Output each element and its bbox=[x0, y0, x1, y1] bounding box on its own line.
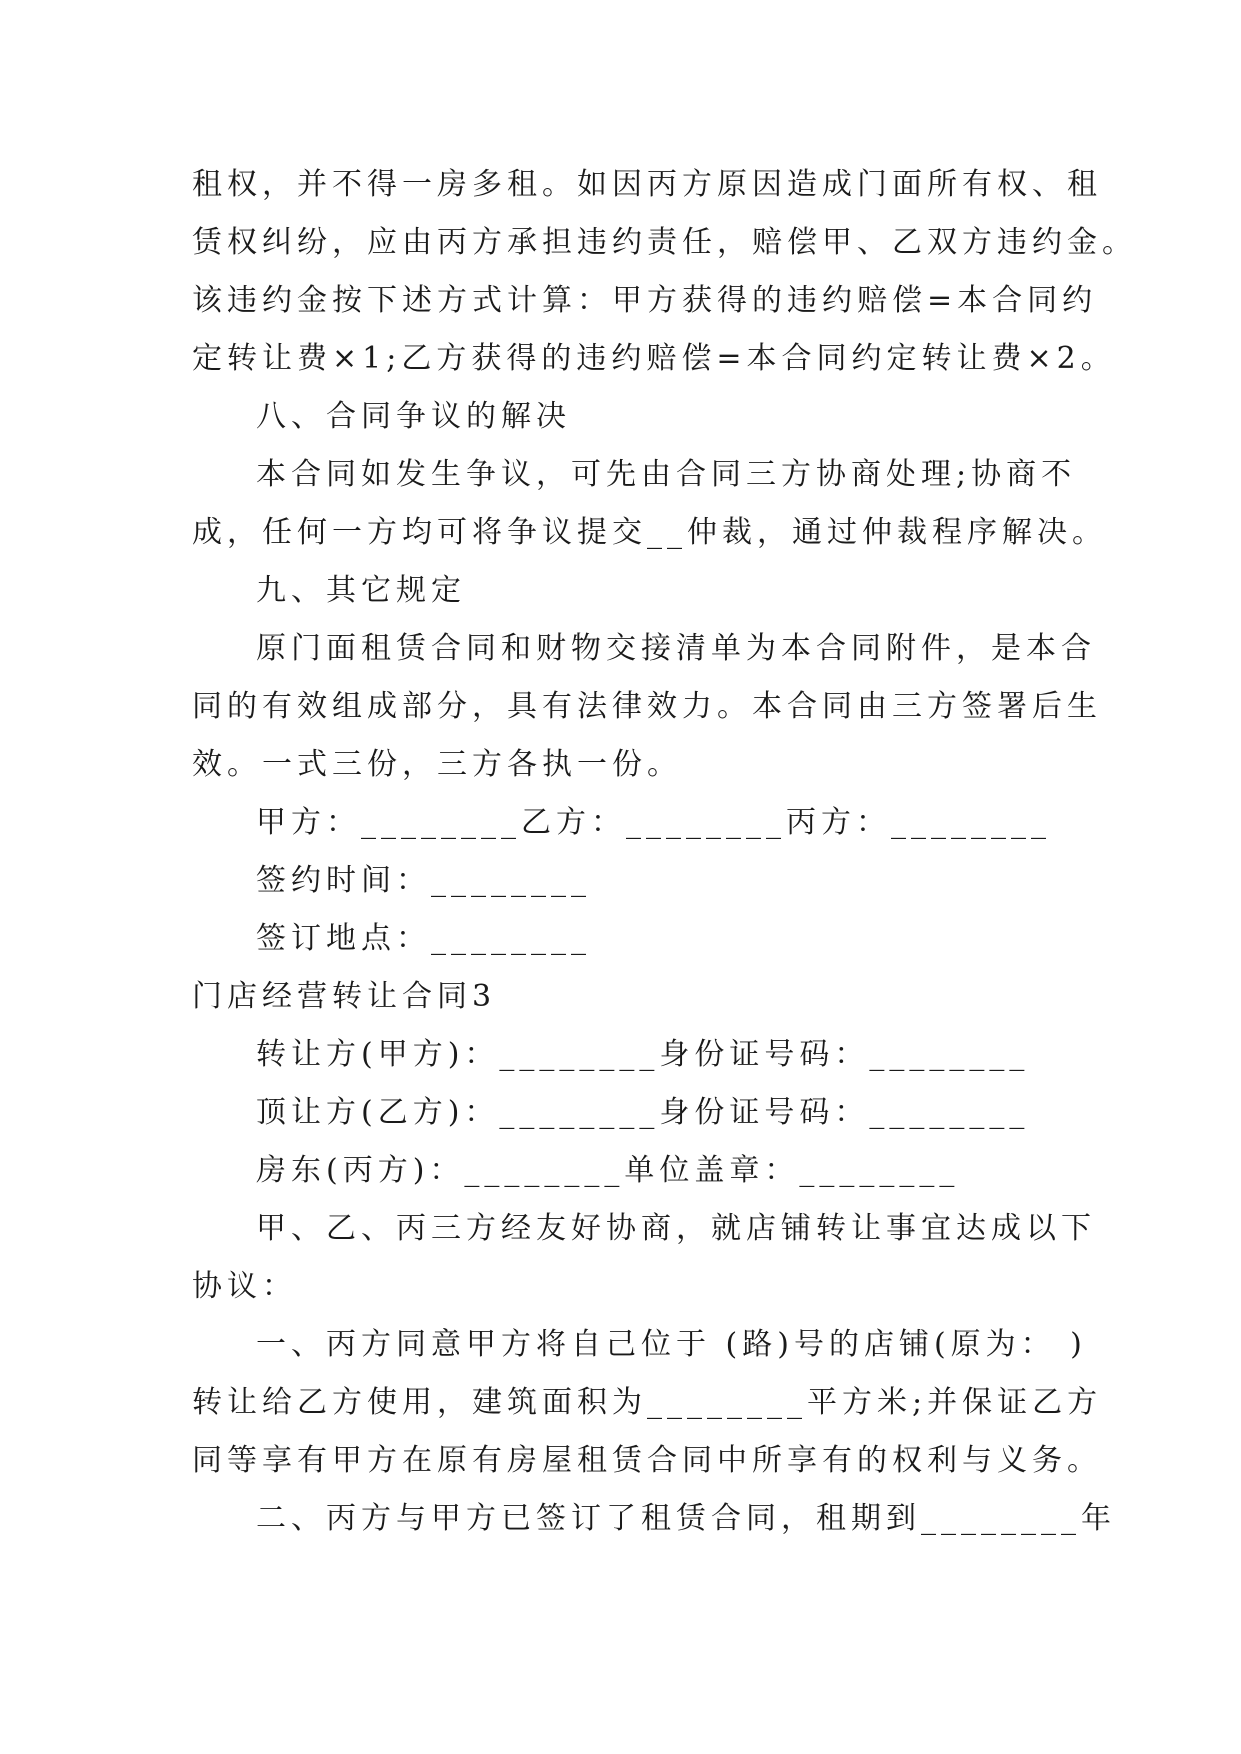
party-b-line: 顶让方(乙方)：________身份证号码：________ bbox=[256, 1095, 1030, 1130]
text-line: 效。一式三份，三方各执一份。 bbox=[192, 747, 682, 782]
text-line: 协议： bbox=[192, 1269, 297, 1304]
text-line: 定转让费×1;乙方获得的违约赔偿=本合同约定转让费×2。 bbox=[192, 341, 1116, 376]
text-line: 成，任何一方均可将争议提交__仲裁，通过仲裁程序解决。 bbox=[192, 515, 1107, 550]
signature-line: 甲方：________乙方：________丙方：________ bbox=[256, 805, 1051, 840]
document-title: 门店经营转让合同3 bbox=[192, 979, 497, 1014]
text-line: 转让给乙方使用，建筑面积为________平方米;并保证乙方 bbox=[192, 1385, 1103, 1420]
text-line: 该违约金按下述方式计算：甲方获得的违约赔偿=本合同约 bbox=[192, 283, 1098, 318]
sign-place-line: 签订地点：________ bbox=[256, 921, 591, 956]
text-line: 一、丙方同意甲方将自己位于 (路)号的店铺(原为： ) bbox=[256, 1327, 1087, 1362]
text-line: 甲、乙、丙三方经友好协商，就店铺转让事宜达成以下 bbox=[256, 1211, 1096, 1246]
section-heading: 九、其它规定 bbox=[256, 573, 466, 608]
text-line: 同等享有甲方在原有房屋租赁合同中所享有的权利与义务。 bbox=[192, 1443, 1102, 1478]
sign-date-line: 签约时间：________ bbox=[256, 863, 591, 898]
section-heading: 八、合同争议的解决 bbox=[256, 399, 571, 434]
text-line: 赁权纠纷，应由丙方承担违约责任，赔偿甲、乙双方违约金。 bbox=[192, 225, 1137, 260]
text-line: 二、丙方与甲方已签订了租赁合同，租期到________年 bbox=[256, 1501, 1116, 1536]
text-line: 同的有效组成部分，具有法律效力。本合同由三方签署后生 bbox=[192, 689, 1102, 724]
party-a-line: 转让方(甲方)：________身份证号码：________ bbox=[256, 1037, 1030, 1072]
text-line: 原门面租赁合同和财物交接清单为本合同附件，是本合 bbox=[256, 631, 1096, 666]
text-line: 租权，并不得一房多租。如因丙方原因造成门面所有权、租 bbox=[192, 167, 1102, 202]
text-line: 本合同如发生争议，可先由合同三方协商处理;协商不 bbox=[256, 457, 1077, 492]
party-c-line: 房东(丙方)：________单位盖章：________ bbox=[256, 1153, 960, 1188]
